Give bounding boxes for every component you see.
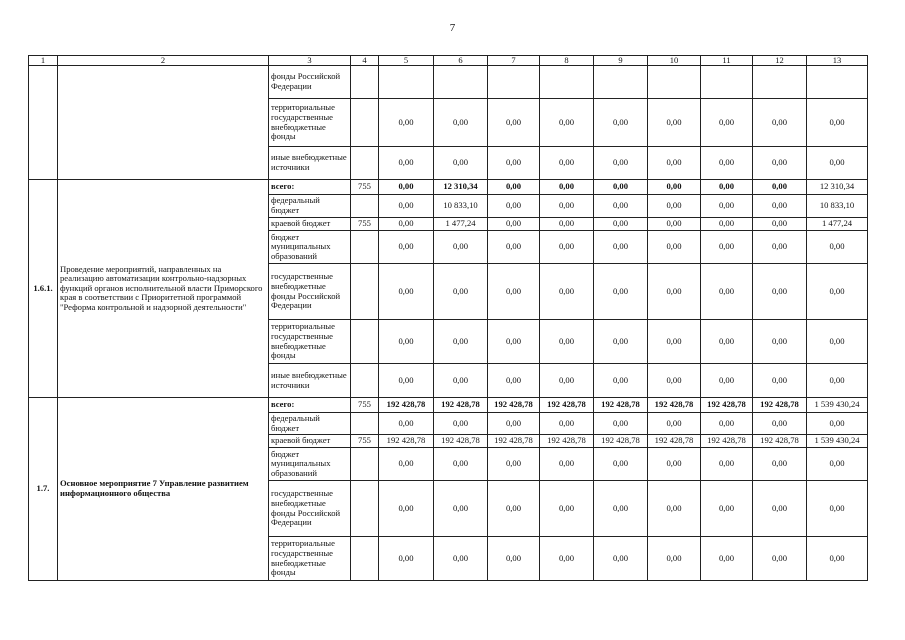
total-cell: 1 539 430,24: [807, 435, 868, 448]
year-value-cell: 0,00: [648, 195, 701, 218]
col-header: 7: [488, 56, 540, 66]
year-value-cell: 0,00: [594, 218, 648, 231]
year-value-cell: 0,00: [379, 320, 434, 364]
funding-source: государственные внебюджетные фонды Российской Федерации: [269, 481, 351, 537]
year-value-cell: 0,00: [540, 147, 594, 180]
gbrs-code: 755: [351, 435, 379, 448]
total-cell: 0,00: [807, 147, 868, 180]
year-value-cell: 0,00: [488, 218, 540, 231]
year-value-cell: 0,00: [488, 320, 540, 364]
year-value-cell: 192 428,78: [753, 398, 807, 413]
gbrs-code: [351, 320, 379, 364]
item-name: [58, 66, 269, 180]
year-value-cell: 0,00: [701, 147, 753, 180]
year-value-cell: [701, 66, 753, 99]
col-header: 12: [753, 56, 807, 66]
total-cell: 0,00: [807, 264, 868, 320]
funding-source: иные внебюджетные источники: [269, 364, 351, 398]
year-value-cell: 0,00: [701, 448, 753, 481]
year-value-cell: 0,00: [594, 99, 648, 147]
budget-table: [28, 55, 868, 581]
year-value-cell: 0,00: [540, 195, 594, 218]
year-value-cell: 0,00: [594, 537, 648, 581]
total-cell: [807, 66, 868, 99]
year-value-cell: 0,00: [648, 320, 701, 364]
year-value-cell: [540, 66, 594, 99]
year-value-cell: 0,00: [648, 364, 701, 398]
year-value-cell: 0,00: [648, 99, 701, 147]
item-code: [29, 66, 58, 180]
year-value-cell: 12 310,34: [434, 180, 488, 195]
year-value-cell: 0,00: [379, 99, 434, 147]
year-value-cell: 0,00: [594, 448, 648, 481]
item-name: Проведение мероприятий, направленных на реализацию автоматизации контрольно-надзорных функций органов исполнительной власти Приморского края в соответствии с Приоритетной программой "Реформа контрольной и надзорной деятельности": [58, 180, 269, 398]
year-value-cell: 192 428,78: [434, 435, 488, 448]
col-header: 4: [351, 56, 379, 66]
year-value-cell: 0,00: [540, 180, 594, 195]
year-value-cell: [753, 66, 807, 99]
year-value-cell: 192 428,78: [379, 398, 434, 413]
year-value-cell: 0,00: [434, 264, 488, 320]
year-value-cell: 0,00: [434, 231, 488, 264]
year-value-cell: 192 428,78: [594, 435, 648, 448]
gbrs-code: [351, 481, 379, 537]
col-header: 5: [379, 56, 434, 66]
total-cell: 0,00: [807, 320, 868, 364]
year-value-cell: [488, 66, 540, 99]
year-value-cell: 0,00: [648, 231, 701, 264]
year-value-cell: 0,00: [540, 218, 594, 231]
funding-source: территориальные государственные внебюджетные фонды: [269, 320, 351, 364]
year-value-cell: 0,00: [648, 264, 701, 320]
year-value-cell: 0,00: [701, 195, 753, 218]
page-number: 7: [449, 22, 456, 34]
gbrs-code: [351, 264, 379, 320]
gbrs-code: [351, 448, 379, 481]
year-value-cell: 0,00: [379, 180, 434, 195]
year-value-cell: 0,00: [540, 413, 594, 435]
year-value-cell: 0,00: [434, 147, 488, 180]
year-value-cell: 0,00: [434, 481, 488, 537]
year-value-cell: 0,00: [753, 264, 807, 320]
year-value-cell: 0,00: [488, 448, 540, 481]
funding-source: государственные внебюджетные фонды Российской Федерации: [269, 264, 351, 320]
year-value-cell: 1 477,24: [434, 218, 488, 231]
total-cell: 0,00: [807, 99, 868, 147]
funding-source: федеральный бюджет: [269, 195, 351, 218]
year-value-cell: 0,00: [488, 413, 540, 435]
year-value-cell: 0,00: [594, 195, 648, 218]
year-value-cell: 0,00: [753, 99, 807, 147]
total-cell: 0,00: [807, 231, 868, 264]
year-value-cell: 0,00: [753, 413, 807, 435]
year-value-cell: 0,00: [594, 147, 648, 180]
gbrs-code: [351, 413, 379, 435]
funding-source: бюджет муниципальных образований: [269, 231, 351, 264]
item-name: Основное мероприятие 7 Управление развитием информационного общества: [58, 398, 269, 581]
year-value-cell: 0,00: [434, 99, 488, 147]
year-value-cell: 0,00: [701, 231, 753, 264]
funding-source: всего:: [269, 398, 351, 413]
year-value-cell: 0,00: [648, 147, 701, 180]
gbrs-code: [351, 66, 379, 99]
column-number-row: [29, 56, 868, 66]
year-value-cell: 192 428,78: [701, 435, 753, 448]
year-value-cell: 0,00: [701, 99, 753, 147]
year-value-cell: 0,00: [701, 413, 753, 435]
col-header: 9: [594, 56, 648, 66]
funding-source: краевой бюджет: [269, 218, 351, 231]
year-value-cell: 0,00: [434, 364, 488, 398]
gbrs-code: [351, 537, 379, 581]
year-value-cell: 0,00: [701, 320, 753, 364]
year-value-cell: 0,00: [753, 180, 807, 195]
total-cell: 0,00: [807, 413, 868, 435]
funding-source: территориальные государственные внебюджетные фонды: [269, 537, 351, 581]
year-value-cell: 0,00: [540, 320, 594, 364]
year-value-cell: 0,00: [540, 364, 594, 398]
year-value-cell: 0,00: [701, 364, 753, 398]
year-value-cell: 192 428,78: [594, 398, 648, 413]
year-value-cell: 192 428,78: [701, 398, 753, 413]
year-value-cell: 192 428,78: [540, 398, 594, 413]
year-value-cell: 0,00: [594, 320, 648, 364]
year-value-cell: 10 833,10: [434, 195, 488, 218]
year-value-cell: 0,00: [753, 537, 807, 581]
year-value-cell: 0,00: [379, 218, 434, 231]
year-value-cell: 0,00: [701, 537, 753, 581]
funding-source: краевой бюджет: [269, 435, 351, 448]
year-value-cell: 192 428,78: [753, 435, 807, 448]
year-value-cell: [594, 66, 648, 99]
year-value-cell: 192 428,78: [540, 435, 594, 448]
year-value-cell: 0,00: [540, 231, 594, 264]
total-cell: 0,00: [807, 364, 868, 398]
gbrs-code: 755: [351, 398, 379, 413]
year-value-cell: 0,00: [540, 448, 594, 481]
year-value-cell: 0,00: [753, 448, 807, 481]
year-value-cell: 0,00: [594, 364, 648, 398]
year-value-cell: 0,00: [434, 448, 488, 481]
total-cell: 0,00: [807, 448, 868, 481]
col-header: 13: [807, 56, 868, 66]
year-value-cell: 0,00: [753, 231, 807, 264]
total-cell: 1 477,24: [807, 218, 868, 231]
year-value-cell: 0,00: [379, 264, 434, 320]
year-value-cell: 192 428,78: [488, 435, 540, 448]
total-cell: 0,00: [807, 481, 868, 537]
gbrs-code: [351, 99, 379, 147]
year-value-cell: 0,00: [594, 231, 648, 264]
gbrs-code: [351, 364, 379, 398]
gbrs-code: [351, 147, 379, 180]
year-value-cell: 0,00: [753, 320, 807, 364]
year-value-cell: 0,00: [488, 195, 540, 218]
year-value-cell: 0,00: [379, 448, 434, 481]
year-value-cell: 0,00: [701, 218, 753, 231]
table-row: [29, 66, 868, 99]
year-value-cell: 0,00: [488, 99, 540, 147]
year-value-cell: 0,00: [379, 537, 434, 581]
year-value-cell: 0,00: [648, 180, 701, 195]
year-value-cell: 0,00: [701, 481, 753, 537]
year-value-cell: 0,00: [594, 413, 648, 435]
year-value-cell: 0,00: [594, 264, 648, 320]
year-value-cell: 0,00: [648, 481, 701, 537]
year-value-cell: 0,00: [648, 218, 701, 231]
year-value-cell: 0,00: [594, 481, 648, 537]
year-value-cell: [379, 66, 434, 99]
year-value-cell: 0,00: [488, 264, 540, 320]
year-value-cell: 0,00: [701, 264, 753, 320]
col-header: 1: [29, 56, 58, 66]
year-value-cell: 0,00: [753, 364, 807, 398]
year-value-cell: 0,00: [753, 481, 807, 537]
table-row: [29, 180, 868, 195]
year-value-cell: 0,00: [488, 537, 540, 581]
year-value-cell: 192 428,78: [488, 398, 540, 413]
year-value-cell: 0,00: [648, 413, 701, 435]
gbrs-code: 755: [351, 218, 379, 231]
year-value-cell: 0,00: [753, 218, 807, 231]
year-value-cell: 0,00: [379, 231, 434, 264]
year-value-cell: 0,00: [379, 195, 434, 218]
total-cell: 0,00: [807, 537, 868, 581]
year-value-cell: 0,00: [540, 264, 594, 320]
table-row: [29, 398, 868, 413]
year-value-cell: 0,00: [753, 195, 807, 218]
col-header: 8: [540, 56, 594, 66]
funding-source: бюджет муниципальных образований: [269, 448, 351, 481]
year-value-cell: 0,00: [379, 481, 434, 537]
year-value-cell: 0,00: [540, 481, 594, 537]
year-value-cell: [648, 66, 701, 99]
year-value-cell: 192 428,78: [648, 398, 701, 413]
funding-source: федеральный бюджет: [269, 413, 351, 435]
year-value-cell: [434, 66, 488, 99]
col-header: 3: [269, 56, 351, 66]
year-value-cell: 0,00: [701, 180, 753, 195]
year-value-cell: 0,00: [753, 147, 807, 180]
year-value-cell: 0,00: [648, 448, 701, 481]
year-value-cell: 0,00: [488, 481, 540, 537]
year-value-cell: 192 428,78: [648, 435, 701, 448]
year-value-cell: 192 428,78: [379, 435, 434, 448]
total-cell: 1 539 430,24: [807, 398, 868, 413]
item-code: 1.7.: [29, 398, 58, 581]
year-value-cell: 0,00: [648, 537, 701, 581]
year-value-cell: 0,00: [434, 537, 488, 581]
year-value-cell: 0,00: [488, 180, 540, 195]
total-cell: 12 310,34: [807, 180, 868, 195]
gbrs-code: [351, 231, 379, 264]
col-header: 11: [701, 56, 753, 66]
year-value-cell: 0,00: [488, 231, 540, 264]
total-cell: 10 833,10: [807, 195, 868, 218]
year-value-cell: 0,00: [488, 147, 540, 180]
year-value-cell: 0,00: [434, 413, 488, 435]
gbrs-code: 755: [351, 180, 379, 195]
funding-source: всего:: [269, 180, 351, 195]
item-code: 1.6.1.: [29, 180, 58, 398]
col-header: 2: [58, 56, 269, 66]
year-value-cell: 0,00: [540, 99, 594, 147]
year-value-cell: 0,00: [379, 364, 434, 398]
year-value-cell: 0,00: [594, 180, 648, 195]
funding-source: фонды Российской Федерации: [269, 66, 351, 99]
year-value-cell: 192 428,78: [434, 398, 488, 413]
year-value-cell: 0,00: [379, 147, 434, 180]
year-value-cell: 0,00: [540, 537, 594, 581]
col-header: 10: [648, 56, 701, 66]
year-value-cell: 0,00: [488, 364, 540, 398]
year-value-cell: 0,00: [434, 320, 488, 364]
gbrs-code: [351, 195, 379, 218]
funding-source: территориальные государственные внебюджетные фонды: [269, 99, 351, 147]
year-value-cell: 0,00: [379, 413, 434, 435]
col-header: 6: [434, 56, 488, 66]
funding-source: иные внебюджетные источники: [269, 147, 351, 180]
